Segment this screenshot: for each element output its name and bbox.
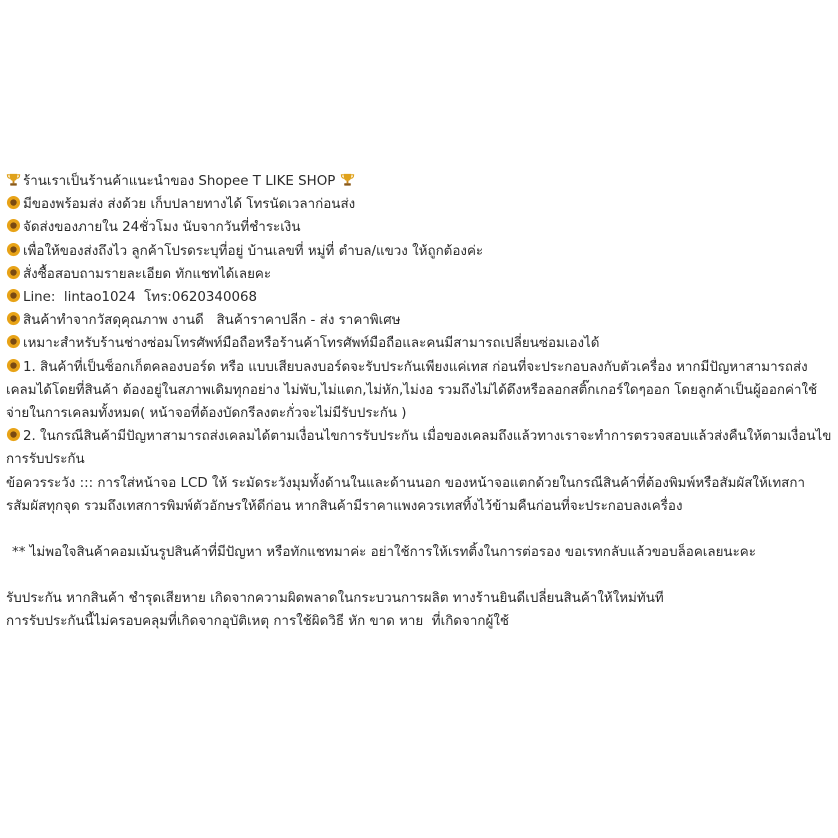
warranty-exclusion-paragraph: การรับประกันนี้ไม่ครอบคลุมที่เกิดจากอุบัติเหตุ การใช้ผิดวิธี หัก ขาด หาย ที่เกิดจากผู้ใช้	[6, 614, 509, 630]
trophy-icon	[340, 172, 355, 187]
contact-text: Line: lintao1024 โทร:0620340068	[23, 290, 258, 306]
sunflower-icon	[6, 288, 21, 303]
quality-text: สินค้าทำจากวัสดุคุณภาพ งานดี สินค้าราคาปลีก - ส่ง ราคาพิเศษ	[23, 313, 401, 329]
chat-inquiry-line	[6, 263, 832, 286]
warranty-paragraph: รับประกัน หากสินค้า ชำรุดเสียหาย เกิดจากความผิดพลาดในกระบวนการผลิต ทางร้านยินดีเปลี่ยนสินค้าให้ใหม่ทันที	[6, 591, 664, 607]
warranty-condition-1-text: 1. สินค้าที่เป็นซ็อกเก็ตคลองบอร์ด หรือ แบบเสียบลงบอร์ดจะรับประกันเพียงแค่เทส ก่อนที่จะประกอบลงกับตัวเครื่อง หากมีปัญหาสามารถส่งเคลมได้โดยที่สินค้า ต้องอยู่ในสภาพเดิมทุกอย่าง ไม่พับ,ไม่แตก,ไม่หัก,ไม่งอ รวมถึงไม่ได้ดึงหรือลอกสติ๊กเกอร์ใดๆออก โดยลูกค้าเป็นผู้ออกค่าใช้จ่ายในการเคลมทั้งหมด( หน้าจอที่ต้องบัดกรีลงตะกั่วจะไม่มีรับประกัน )	[6, 359, 818, 422]
ready-stock-text: มีของพร้อมส่ง ส่งด้วย เก็บปลายทางได้ โทรนัดเวลาก่อนส่ง	[23, 197, 356, 213]
sunflower-icon	[6, 427, 21, 442]
suitable-for-text: เหมาะสำหรับร้านช่างซ่อมโทรศัพท์มือถือหรือร้านค้าโทรศัพท์มือถือและคนมีสามารถเปลี่ยนซ่อมเองได้	[23, 336, 600, 352]
sunflower-icon	[6, 218, 21, 233]
sunflower-icon	[6, 311, 21, 326]
address-note-text: เพื่อให้ของส่งถึงไว ลูกค้าโปรดระบุที่อยู่ บ้านเลขที่ หมู่ที่ ตำบล/แขวง ให้ถูกต้องค่ะ	[23, 243, 484, 259]
chat-inquiry-text: สั่งซื้อสอบถามรายละเอียด ทักแชทได้เลยคะ	[23, 266, 272, 282]
warranty-condition-1	[6, 356, 832, 426]
warranty-condition-2-text: 2. ในกรณีสินค้ามีปัญหาสามารถส่งเคลมได้ตามเงื่อนไขการรับประกัน เมื่อของเคลมถึงแล้วทางเราจะทำการตรวจสอบแล้วส่งคืนให้ตามเงื่อนไขการรับประกัน	[6, 429, 832, 468]
description-text	[6, 170, 832, 634]
shipping-time-line	[6, 216, 832, 239]
shop-intro-text: ร้านเราเป็นร้านค้าแนะนำของ Shopee T LIKE SHOP	[23, 174, 336, 189]
contact-line	[6, 286, 832, 309]
suitable-for-line	[6, 332, 832, 355]
sunflower-icon	[6, 242, 21, 257]
warranty-condition-2	[6, 425, 832, 471]
address-note-line	[6, 240, 832, 263]
sunflower-icon	[6, 195, 21, 210]
shipping-time-text: จัดส่งของภายใน 24ชั่วโมง นับจากวันที่ชำระเงิน	[23, 220, 301, 236]
caution-paragraph: ข้อควรระวัง ::: การใส่หน้าจอ LCD ให้ ระมัดระวังมุมทั้งด้านในและด้านนอก ของหน้าจอแตกด้วยในกรณีสินค้าที่ต้องพิมพ์หรือสัมผัสให้เทสการสัมผัสทุกจุด รวมถึงเทสการพิมพ์ตัวอักษรให้ดีก่อน หากสินค้ามีราคาแพงควรเทสทิ้งไว้ข้ามคืนก่อนที่จะประกอบลงเครื่อง	[6, 475, 805, 514]
rating-note-paragraph: ** ไม่พอใจสินค้าคอมเม้นรูปสินค้าที่มีปัญหา หรือทักแชทมาค่ะ อย่าใช้การให้เรทติ้งในการต่อรอง ขอเรทกลับแล้วขอบล็อคเลยนะคะ	[12, 545, 756, 561]
sunflower-icon	[6, 265, 21, 280]
spacer	[6, 564, 832, 587]
sunflower-icon	[6, 358, 21, 373]
trophy-icon	[6, 172, 21, 187]
sunflower-icon	[6, 334, 21, 349]
ready-stock-line	[6, 193, 832, 216]
spacer	[6, 518, 832, 541]
shop-intro-line	[6, 170, 832, 193]
quality-line	[6, 309, 832, 332]
